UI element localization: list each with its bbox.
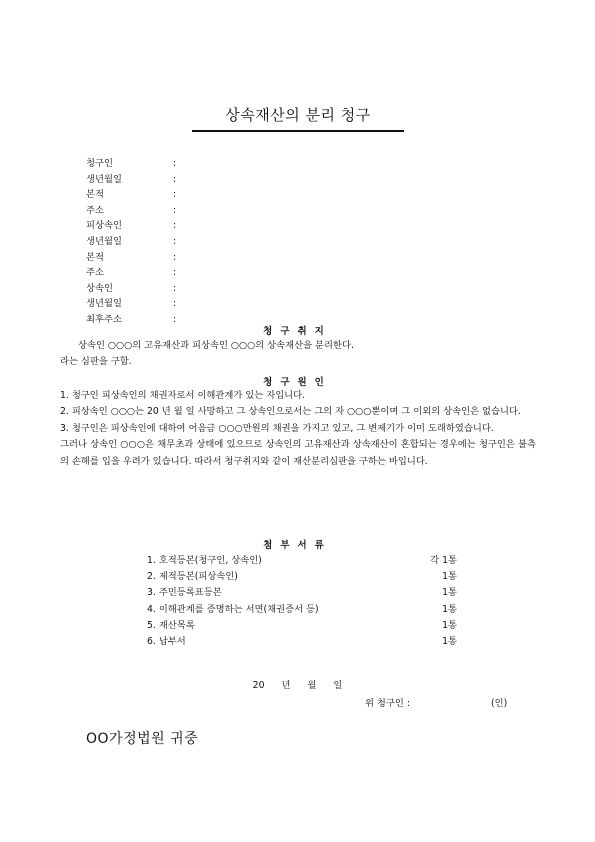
- field-colon: :: [173, 158, 177, 169]
- field-colon: :: [173, 282, 177, 294]
- field-colon: :: [173, 173, 177, 185]
- field-row: [86, 172, 176, 188]
- court-addressee: OO가정법원 귀중: [86, 731, 199, 747]
- list-item: [147, 553, 457, 569]
- field-row: [86, 250, 176, 266]
- attachment-name: 6. 납부서: [147, 635, 186, 647]
- document-title: 상속재산의 분리 청구: [192, 104, 404, 132]
- field-label: 피상속인: [86, 220, 122, 232]
- field-row: [86, 296, 176, 312]
- attachments-heading: 첨부서류: [263, 540, 332, 551]
- field-label: 주소: [86, 267, 104, 279]
- field-colon: :: [173, 235, 177, 247]
- field-label: 상속인: [86, 282, 113, 294]
- field-colon: :: [173, 204, 177, 216]
- field-row: [86, 218, 176, 234]
- field-label: 생년월일: [86, 173, 122, 185]
- date-line: 20 년 월 일: [252, 680, 343, 691]
- attachment-qty: 1통: [442, 603, 457, 615]
- field-row: [86, 187, 176, 203]
- attachment-qty: 1통: [442, 635, 457, 647]
- signature-line: [365, 695, 508, 709]
- field-row: [86, 156, 176, 172]
- field-label: 주소: [86, 204, 104, 216]
- cause-item-1: 1. 청구인 피상속인의 채권자로서 이해관계가 있는 자입니다.: [60, 390, 306, 401]
- purpose-section: [60, 338, 536, 371]
- field-row: [86, 203, 176, 219]
- field-label: 최후주소: [86, 313, 122, 325]
- list-item: [147, 569, 457, 585]
- cause-item-2: 2. 피상속인 ○○○는 20 년 월 일 사망하고 그 상속인으로서는 그의 자 ○○○뿐이며 그 이외의 상속인은 없습니다.: [60, 406, 521, 418]
- list-item: [147, 634, 457, 650]
- field-label: 생년월일: [86, 298, 122, 310]
- field-colon: :: [173, 298, 177, 310]
- party-fields: [86, 156, 176, 328]
- purpose-text: 상속인 ○○○의 고유재산과 피상속인 ○○○의 상속재산을 분리한다.: [78, 340, 354, 351]
- attachment-name: 1. 호적등본(청구인, 상속인): [147, 555, 262, 566]
- list-item: [147, 618, 457, 634]
- cause-section: [60, 388, 536, 470]
- attachment-qty: 1통: [442, 587, 457, 599]
- attachment-qty: 각 1통: [430, 555, 457, 566]
- cause-heading: 청구원인: [263, 377, 332, 388]
- purpose-closing: 라는 심판을 구함.: [60, 356, 132, 368]
- cause-item-4: 그러나 상속인 ○○○은 채무초과 상태에 있으므로 상속인의 고유재산과 상속재산이 혼합되는 경우에는 청구인은 불측의 손해를 입을 우려가 있습니다. 따라서 청구취지와 같이 재산분리심판을 구하는 바입니다.: [60, 439, 536, 467]
- signature-label: 위 청구인 :: [365, 698, 410, 709]
- field-label: 본적: [86, 251, 104, 263]
- field-colon: :: [173, 313, 177, 325]
- list-item: [147, 585, 457, 601]
- attachment-name: 5. 재산목록: [147, 619, 195, 631]
- field-label: 본적: [86, 189, 104, 201]
- seal-mark: (인): [491, 698, 508, 709]
- field-colon: :: [173, 220, 177, 232]
- attachment-qty: 1통: [442, 571, 457, 583]
- cause-item-3: 3. 청구인은 피상속인에 대하여 어음금 ○○○만원의 채권을 가지고 있고, 그 변제기가 이미 도래하였습니다.: [60, 422, 494, 434]
- field-label: 청구인: [86, 158, 113, 169]
- field-row: [86, 281, 176, 297]
- attachment-name: 2. 제적등본(피상속인): [147, 571, 238, 583]
- attachments-list: [147, 553, 457, 650]
- field-row: [86, 265, 176, 281]
- field-colon: :: [173, 189, 177, 201]
- field-colon: :: [173, 251, 177, 263]
- attachment-qty: 1통: [442, 619, 457, 631]
- list-item: [147, 602, 457, 618]
- field-row: [86, 234, 176, 250]
- purpose-heading: 청구취지: [263, 326, 332, 337]
- attachment-name: 3. 주민등록표등본: [147, 587, 222, 599]
- field-label: 생년월일: [86, 235, 122, 247]
- attachment-name: 4. 이해관계를 증명하는 서면(채권증서 등): [147, 603, 319, 615]
- field-colon: :: [173, 267, 177, 279]
